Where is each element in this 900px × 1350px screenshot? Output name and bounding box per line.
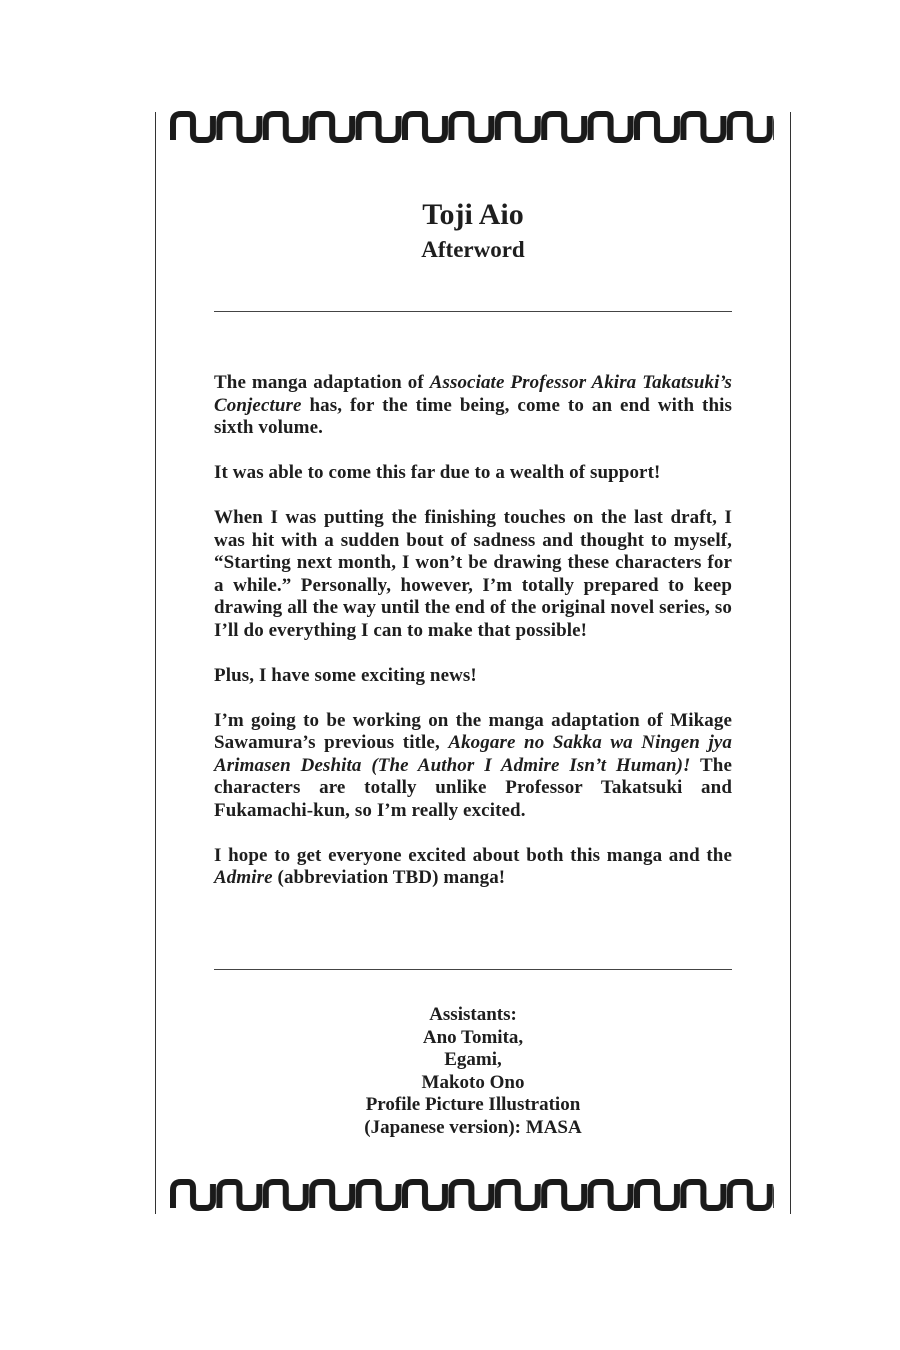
divider-top	[214, 311, 732, 312]
page-title: Afterword	[421, 237, 525, 262]
frame-right-line	[790, 112, 791, 1214]
paragraph-5-text-b: The characters are totally unlike Professor Takatsuki and Fukamachi-kun, so I’m really excited.	[214, 754, 732, 821]
credit-line: (Japanese version): MASA	[364, 1116, 582, 1138]
afterword-body	[214, 372, 732, 912]
paragraph-6-text-b: (abbreviation TBD) manga!	[272, 867, 506, 888]
paragraph-5	[214, 710, 732, 823]
paragraph-5-text-a: I’m going to be working on the manga adaptation of Mikage Sawamura’s previous title,	[214, 709, 732, 753]
paragraph-1	[214, 372, 732, 440]
paragraph-1-text-a: The manga adaptation of	[214, 372, 430, 393]
paragraph-1-title: Associate Professor Akira Takatsuki’s Conjecture	[214, 372, 732, 416]
paragraph-5-title: Akogare no Sakka wa Ningen jya Arimasen Deshita (The Author I Admire Isn’t Human)!	[214, 732, 732, 776]
credit-line: Egami,	[444, 1049, 502, 1070]
paragraph-1-text-b: has, for the time being, come to an end with this sixth volume.	[214, 394, 732, 438]
decorative-border-bottom	[170, 1178, 774, 1214]
frame-left-line	[155, 112, 156, 1214]
paragraph-2: It was able to come this far due to a wealth of support!	[214, 462, 661, 483]
paragraph-4: Plus, I have some exciting news!	[214, 664, 477, 686]
paragraph-6	[214, 845, 732, 890]
paragraph-3: When I was putting the finishing touches on the last draft, I was hit with a sudden bout of sadness and thought to myself, “Starting next month, I won’t be drawing these characters for a while.” Personally, however, I’m totally prepared to keep drawing all the way until the end of the original novel series, so I’ll do everything I can to make that possible!	[214, 507, 732, 641]
decorative-border-top	[170, 110, 774, 146]
credit-line: Assistants:	[429, 1004, 517, 1025]
author-name: Toji Aio	[422, 198, 524, 231]
credit-line: Ano Tomita,	[422, 1026, 524, 1048]
paragraph-6-text-a: I hope to get everyone excited about both this manga and the	[214, 844, 732, 866]
credit-line: Profile Picture Illustration	[365, 1094, 581, 1115]
paragraph-6-title: Admire	[214, 867, 273, 888]
page-header	[214, 196, 732, 266]
credits-block	[214, 1004, 732, 1139]
credit-line: Makoto Ono	[421, 1071, 525, 1093]
divider-bottom	[214, 969, 732, 970]
